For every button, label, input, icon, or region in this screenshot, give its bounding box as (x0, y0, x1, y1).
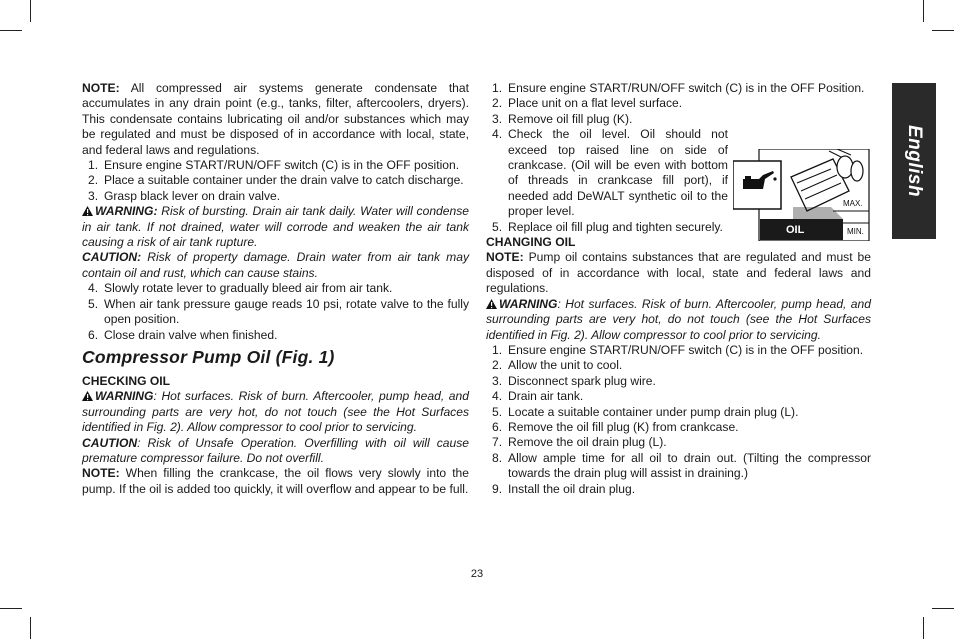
crop-mark (923, 617, 924, 639)
list-item (82, 281, 469, 296)
step-text: Disconnect spark plug wire. (508, 373, 656, 388)
oil-level-figure (733, 149, 871, 241)
warning-text: Risk of bursting. Drain air tank daily. Water will condense in air tank. If not drained, water will corrode and weaken the air tank causing a risk of air tank rupture. (82, 204, 469, 250)
step-number: 6. (492, 419, 503, 434)
step-number: 5. (492, 219, 503, 234)
step-text: Remove the oil drain plug (L). (508, 435, 667, 450)
list-item (486, 220, 728, 235)
warning-triangle-icon (82, 391, 93, 401)
list-item (486, 482, 871, 497)
step-text: Ensure engine START/RUN/OFF switch (C) is in the OFF Position. (508, 81, 865, 95)
caution-property (82, 250, 469, 281)
step-number: 7. (492, 435, 503, 450)
warning-triangle-icon (82, 206, 93, 216)
crop-mark (932, 608, 954, 609)
step-text: Close drain valve when finished. (104, 327, 278, 342)
step-number: 4. (492, 127, 503, 142)
caution-label: CAUTION: (82, 250, 142, 265)
list-item (82, 328, 469, 343)
crop-mark (932, 30, 954, 31)
step-text: Allow ample time for all oil to drain out. (Tilting the compressor towards the drain plug will assist in draining.) (508, 450, 871, 481)
list-item (486, 374, 871, 389)
note-text: When filling the crankcase, the oil flows very slowly into the pump. If the oil is added too quickly, it will overflow and appear to be full. (82, 466, 469, 496)
warning-bursting (82, 204, 469, 250)
page-number: 23 (470, 568, 484, 580)
step-number: 2. (88, 173, 99, 188)
list-item (486, 358, 871, 373)
step-number: 5. (492, 404, 503, 419)
step-number: 5. (88, 296, 99, 311)
note-label: NOTE: (82, 466, 120, 481)
caution-overfill (82, 436, 469, 467)
step-text: Place a suitable container under the drain valve to catch discharge. (104, 173, 464, 188)
crop-mark (30, 0, 31, 22)
min-label: MIN. (847, 227, 864, 236)
caution-label: CAUTION (82, 435, 138, 450)
list-item (486, 127, 728, 219)
step-text: Install the oil drain plug. (508, 481, 636, 496)
warning-hot-surfaces (486, 297, 871, 343)
step-number: 4. (88, 281, 99, 296)
step-text: When air tank pressure gauge reads 10 psi, rotate valve to the fully open position. (104, 296, 469, 327)
oil-label: OIL (786, 224, 805, 236)
drain-steps-b (82, 281, 469, 343)
language-tab (892, 83, 936, 239)
step-number: 3. (492, 373, 503, 388)
step-text: Place unit on a flat level surface. (508, 96, 683, 111)
step-text: Ensure engine START/RUN/OFF switch (C) is in the OFF position. (508, 342, 864, 357)
warning-text: : Hot surfaces. Risk of burn. Aftercooler, pump head, and surrounding parts are very hot, do not touch (see the Hot Surfaces identified in Fig. 2). Allow compressor to cool prior to servicing. (486, 296, 871, 342)
crop-mark (0, 608, 22, 609)
step-number: 6. (88, 327, 99, 342)
warning-label: WARNING: (95, 204, 158, 219)
list-item (486, 96, 871, 111)
step-number: 2. (492, 358, 503, 373)
list-item (486, 389, 871, 404)
list-item (82, 297, 469, 328)
step-text: Remove oil fill plug (K). (508, 111, 633, 126)
list-item (486, 112, 871, 127)
step-text: Drain air tank. (508, 389, 584, 404)
language-tab-label: English (904, 124, 925, 198)
step-text: Locate a suitable container under pump drain plug (L). (508, 404, 799, 419)
step-text: Remove the oil fill plug (K) from crankcase. (508, 419, 739, 434)
crop-mark (923, 0, 924, 22)
list-item (486, 343, 871, 358)
step-number: 3. (492, 111, 503, 126)
step-text: Ensure engine START/RUN/OFF switch (C) is in the OFF position. (104, 158, 460, 173)
step-text: Replace oil fill plug and tighten securely. (508, 219, 723, 234)
list-item (82, 173, 469, 188)
crop-mark (30, 617, 31, 639)
crop-mark (0, 30, 22, 31)
step-number: 4. (492, 389, 503, 404)
step-text: Check the oil level. Oil should not exceed top raised line on side of crankcase. (Oil will be even with bottom of threads in crankcase fill port), if needed add DeWALT synthetic oil to the proper level. (508, 127, 728, 219)
left-column (82, 81, 469, 497)
step-number: 9. (492, 481, 503, 496)
warning-label: WARNING (499, 296, 558, 311)
list-item (486, 405, 871, 420)
list-item (486, 420, 871, 435)
warning-text: : Hot surfaces. Risk of burn. Aftercooler, pump head, and surrounding parts are very hot, do not touch (see the Hot Surfaces identified in Fig. 2). Allow compressor to cool prior to servicing. (82, 389, 469, 435)
step-number: 1. (492, 342, 503, 357)
step-text: Slowly rotate lever to gradually bleed air from air tank. (104, 281, 393, 296)
warning-label: WARNING (95, 389, 154, 404)
condensate-note (82, 81, 469, 158)
filling-note (82, 466, 469, 497)
list-item (82, 158, 469, 173)
step-number: 8. (492, 450, 503, 465)
note-text: All compressed air systems generate condensate that accumulates in any drain point (e.g., tanks, filter, aftercoolers, dryers). This condensate contains lubricating oil and/or substances which may be regulated and must be disposed of in accordance with local, state, and federal laws and regulations. (82, 81, 469, 157)
drain-steps-a (82, 158, 469, 204)
section-title: Compressor Pump Oil (Fig. 1) (82, 346, 335, 367)
disposal-note (486, 250, 871, 296)
change-oil-steps (486, 343, 871, 497)
note-label: NOTE: (486, 250, 524, 265)
caution-text: Risk of property damage. Drain water from air tank may contain oil and rust, which can cause stains. (82, 250, 469, 280)
caution-text: : Risk of Unsafe Operation. Overfilling with oil will cause premature compressor failure. Do not overfill. (82, 435, 469, 465)
step-text: Allow the unit to cool. (508, 358, 623, 373)
list-item (486, 435, 871, 450)
step-text: Grasp black lever on drain valve. (104, 188, 281, 203)
list-item (82, 189, 469, 204)
list-item (486, 451, 871, 482)
warning-triangle-icon (486, 299, 497, 309)
list-item (486, 81, 871, 96)
step-number: 1. (492, 81, 503, 95)
max-label: MAX. (843, 199, 863, 208)
step-number: 1. (88, 158, 99, 173)
checking-oil-heading: CHECKING OIL (82, 373, 171, 388)
note-label: NOTE: (82, 81, 120, 95)
right-column (486, 81, 871, 497)
warning-hot-surfaces (82, 389, 469, 435)
note-text: Pump oil contains substances that are regulated and must be disposed of in accordance with local, state and federal laws and regulations. (486, 250, 871, 296)
step-number: 3. (88, 188, 99, 203)
step-number: 2. (492, 96, 503, 111)
changing-oil-heading: CHANGING OIL (486, 235, 576, 250)
